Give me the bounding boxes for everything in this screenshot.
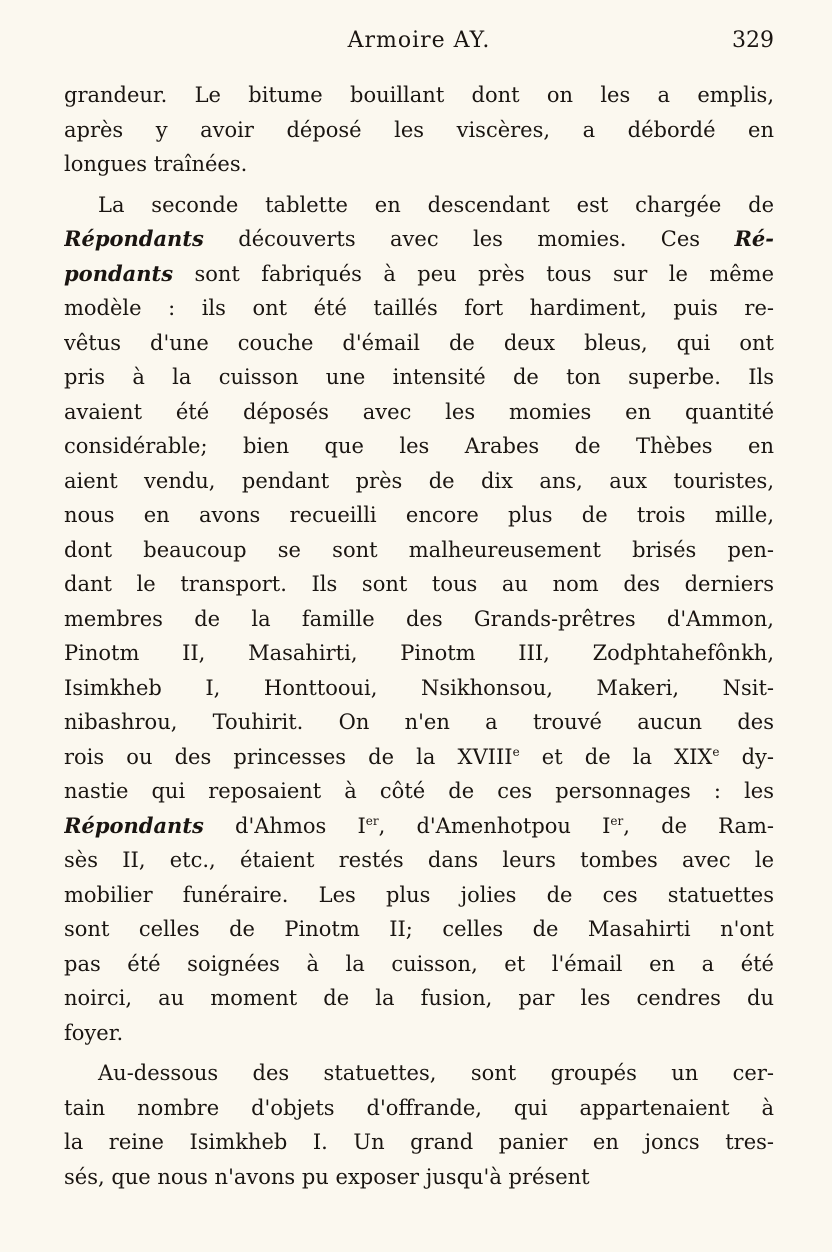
line-text: nibashrou, Touhirit. On n'en a trouvé aucun des: [64, 710, 774, 734]
text-line: [64, 981, 774, 1016]
text-line: [64, 395, 774, 430]
text-line: [64, 533, 774, 568]
line-text: dont beaucoup se sont malheureusement brisés pen-: [64, 537, 774, 562]
superscript: er: [365, 813, 379, 828]
text-line: [64, 257, 774, 292]
line-text: noirci, au moment de la fusion, par les cendres du: [64, 986, 774, 1010]
text-line: [64, 705, 774, 740]
text-line: [64, 464, 774, 499]
line-text: , d'Amenhotpou I: [378, 813, 611, 838]
line-text: Au-dessous des statuettes, sont groupés un cer-: [98, 1061, 774, 1085]
italic-term: Répondants: [64, 226, 204, 251]
line-text: sés, que nous n'avons pu exposer jusqu'à présent: [64, 1164, 590, 1189]
page-number: 329: [732, 28, 774, 53]
line-text: aient vendu, pendant près de dix ans, aux touristes,: [64, 468, 774, 493]
line-text: considérable; bien que les Arabes de Thèbes en: [64, 434, 774, 458]
superscript: e: [512, 744, 520, 759]
superscript: e: [712, 744, 720, 759]
text-line: [64, 78, 774, 113]
line-text: membres de la famille des Grands-prêtres d'Ammon,: [64, 606, 774, 631]
italic-term: Ré-: [734, 226, 774, 251]
text-line: [64, 567, 774, 602]
line-text: vêtus d'une couche d'émail de deux bleus, qui ont: [64, 330, 774, 355]
text-line: [64, 878, 774, 913]
line-text: sont celles de Pinotm II; celles de Masahirti n'ont: [64, 917, 774, 941]
line-text: , de Ram-: [623, 813, 774, 838]
text-line: [64, 113, 774, 148]
superscript: er: [610, 813, 624, 828]
line-text: longues traînées.: [64, 152, 248, 176]
line-text: sès II, etc., étaient restés dans leurs tombes avec le: [64, 848, 774, 872]
line-text: foyer.: [64, 1020, 124, 1045]
text-line: [64, 1125, 774, 1160]
line-text: La seconde tablette en descendant est chargée de: [98, 192, 774, 217]
text-line: [64, 360, 774, 395]
text-line: [64, 147, 774, 182]
italic-term: pondants: [64, 260, 174, 286]
line-text: Pinotm II, Masahirti, Pinotm III, Zodphtahefônkh,: [64, 641, 774, 665]
line-text: dy-: [719, 744, 774, 769]
text-line: [64, 1056, 774, 1091]
text-line: [64, 326, 774, 361]
line-text: nastie qui reposaient à côté de ces personnages : les: [64, 779, 774, 803]
text-line: [64, 291, 774, 326]
text-line: [64, 1091, 774, 1126]
text-line: [64, 843, 774, 878]
text-line: [64, 947, 774, 982]
text-line: [64, 671, 774, 706]
line-text: tain nombre d'objets d'offrande, qui appartenaient à: [64, 1095, 774, 1120]
text-line: [64, 636, 774, 671]
text-line: [64, 1016, 774, 1051]
line-text: pas été soignées à la cuisson, et l'émail en a été: [64, 951, 774, 976]
line-text: après y avoir déposé les viscères, a débordé en: [64, 117, 774, 142]
line-text: dant le transport. Ils sont tous au nom des derniers: [64, 572, 774, 596]
line-text: grandeur. Le bitume bouillant dont on les a emplis,: [64, 83, 774, 107]
line-text: et de la XIX: [519, 744, 713, 769]
text-line: [64, 774, 774, 809]
text-line: [64, 809, 774, 844]
line-text: pris à la cuisson une intensité de ton superbe. Ils: [64, 365, 774, 389]
line-text: la reine Isimkheb I. Un grand panier en joncs tres-: [64, 1130, 774, 1154]
text-line: [64, 912, 774, 947]
text-line: [64, 222, 774, 257]
line-text: d'Ahmos I: [203, 813, 366, 838]
text-line: [64, 498, 774, 533]
text-line: [64, 429, 774, 464]
line-text: sont fabriqués à peu près tous sur le même: [173, 261, 774, 286]
text-line: [64, 1160, 774, 1195]
header-title: Armoire AY.: [347, 28, 491, 53]
text-line: [64, 602, 774, 637]
italic-term: Répondants: [64, 812, 204, 838]
text-line: [64, 188, 774, 223]
running-header: [64, 28, 774, 58]
line-text: avaient été déposés avec les momies en quantité: [64, 399, 774, 424]
line-text: nous en avons recueilli encore plus de trois mille,: [64, 503, 774, 527]
line-text: mobilier funéraire. Les plus jolies de ces statuettes: [64, 882, 774, 907]
line-text: modèle : ils ont été taillés fort hardiment, puis re-: [64, 296, 774, 320]
line-text: rois ou des princesses de la XVIII: [64, 744, 513, 769]
line-text: découverts avec les momies. Ces: [203, 227, 735, 251]
line-text: Isimkheb I, Honttooui, Nsikhonsou, Makeri, Nsit-: [64, 675, 774, 700]
text-line: [64, 740, 774, 775]
body-text: [64, 78, 774, 1194]
